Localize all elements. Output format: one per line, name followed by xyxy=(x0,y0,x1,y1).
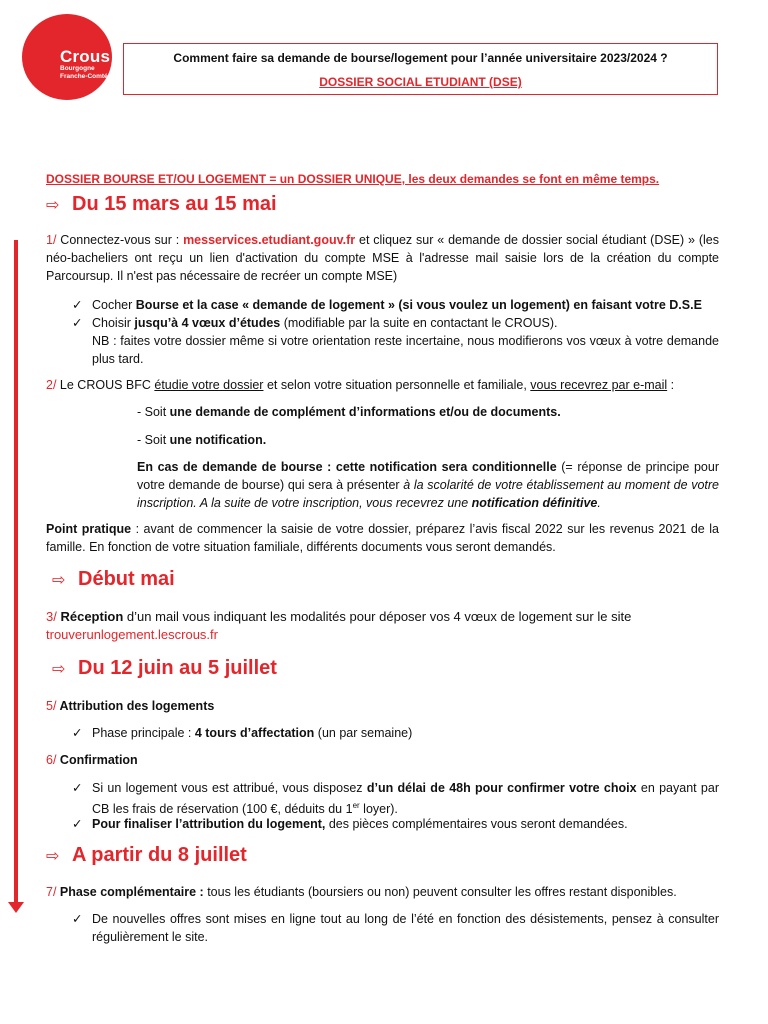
step-3: 3/ Réception d’un mail vous indiquant les modalités pour déposer vos 4 vœux de logement sur le site trouverunlogement.lescrous.fr xyxy=(46,609,632,642)
messervices-link[interactable]: messervices.etudiant.gouv.fr xyxy=(183,233,356,247)
step-1: 1/ Connectez-vous sur : messervices.etudiant.gouv.fr et cliquez sur « demande de dossier social étudiant (DSE) » (les néo-bacheliers ont reçu un lien d'activation du compte MSE à l'adresse mail saisie lors de la création du compte Parcoursup. Il n'est pas nécessaire de recréer un compte MSE) xyxy=(46,233,719,283)
trouverunlogement-link[interactable]: trouverunlogement.lescrous.fr xyxy=(46,627,218,642)
check-icon: ✓ xyxy=(72,781,83,795)
step-6-bullet-1: ✓ Si un logement vous est attribué, vous disposez d’un délai de 48h pour confirmer votre choix en payant par CB les frais de réservation (100 €, déduits du 1er loyer). xyxy=(72,781,719,817)
title-box xyxy=(123,43,718,95)
intro-line: DOSSIER BOURSE ET/OU LOGEMENT = un DOSSIER UNIQUE, les deux demandes se font en même temps. xyxy=(46,172,660,186)
step-6: 6/ Confirmation xyxy=(46,753,138,767)
timeline-arrow-head xyxy=(8,902,24,913)
step-1-bullet-1: ✓ Cocher Bourse et la case « demande de logement » (si vous voulez un logement) en faisant votre D.S.E xyxy=(72,298,702,312)
step-2-condition: En cas de demande de bourse : cette notification sera conditionnelle (= réponse de principe pour votre demande de bourse) qui sera à présenter à la scolarité de votre établissement au moment de votre inscription. A la suite de votre inscription, vous recevrez une notification définitive. xyxy=(137,460,719,510)
step-5-bullet: ✓ Phase principale : 4 tours d’affectation (un par semaine) xyxy=(72,726,413,740)
check-icon: ✓ xyxy=(72,298,83,312)
step-2-option-2: - Soit une notification. xyxy=(137,433,267,447)
section-heading-3: ⇨ Du 12 juin au 5 juillet xyxy=(52,657,277,679)
practical-note: Point pratique : avant de commencer la saisie de votre dossier, préparez l’avis fiscal 2022 sur les revenus 2021 de la famille. En fonction de votre situation familiale, différents documents vous seront demandés. xyxy=(46,522,719,554)
arrow-right-icon: ⇨ xyxy=(52,661,66,678)
step-1-bullet-2: ✓ Choisir jusqu’à 4 vœux d’études (modifiable par la suite en contactant le CROUS). NB : faites votre dossier même si votre orientation reste incertaine, nous modifierons vos vœux à votre demande plus tard. xyxy=(72,316,719,366)
section-heading-1: ⇨ Du 15 mars au 15 mai xyxy=(46,193,277,215)
section-heading-2: ⇨ Début mai xyxy=(52,568,175,590)
arrow-right-icon: ⇨ xyxy=(46,197,60,214)
page-subtitle: DOSSIER SOCIAL ETUDIANT (DSE) xyxy=(319,75,522,89)
section-heading-4: ⇨ A partir du 8 juillet xyxy=(46,844,247,866)
arrow-right-icon: ⇨ xyxy=(52,572,66,589)
step-2: 2/ Le CROUS BFC étudie votre dossier et selon votre situation personnelle et familiale, vous recevrez par e-mail : xyxy=(46,378,675,392)
page-title: Comment faire sa demande de bourse/logement pour l’année universitaire 2023/2024 ? xyxy=(173,51,668,65)
step-7: 7/ Phase complémentaire : tous les étudiants (boursiers ou non) peuvent consulter les offres restant disponibles. xyxy=(46,885,677,899)
step-5: 5/ Attribution des logements xyxy=(46,699,215,713)
check-icon: ✓ xyxy=(72,912,83,926)
step-2-option-1: - Soit une demande de complément d’informations et/ou de documents. xyxy=(137,405,561,419)
check-icon: ✓ xyxy=(72,817,83,831)
timeline-line xyxy=(14,240,18,904)
arrow-right-icon: ⇨ xyxy=(46,848,60,865)
logo-name: Crous xyxy=(60,47,111,66)
step-7-bullet: ✓ De nouvelles offres sont mises en ligne tout au long de l’été en fonction des désistements, pensez à consulter régulièrement le site. xyxy=(72,912,719,944)
check-icon: ✓ xyxy=(72,316,83,330)
step-6-bullet-2: ✓ Pour finaliser l’attribution du logement, des pièces complémentaires vous seront demandées. xyxy=(72,817,628,831)
check-icon: ✓ xyxy=(72,726,83,740)
logo-subtitle: Bourgogne Franche-Comté xyxy=(60,65,108,80)
